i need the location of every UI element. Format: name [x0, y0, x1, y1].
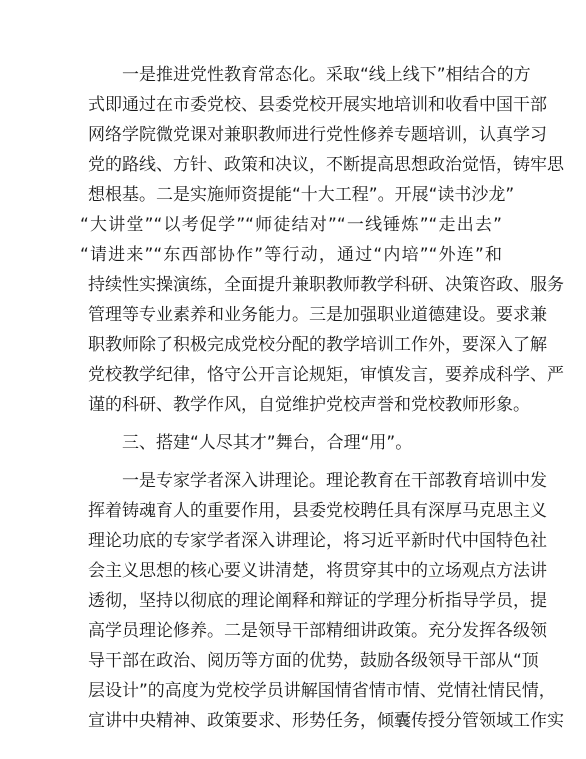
paragraph-1-line-4: 党的路线、方针、政策和决议，不断提高思想政治觉悟，铸牢思: [88, 155, 564, 175]
section-heading: 三、搭建“人尽其才”舞台，合理“用”。: [122, 433, 413, 453]
paragraph-2-line-3: 理论功底的专家学者深入讲理论，将习近平新时代中国特色社: [88, 531, 547, 551]
paragraph-1-line-11: 党校教学纪律，恪守公开言论规矩，审慎发言，要养成科学、严: [88, 365, 564, 385]
paragraph-1-line-2: 式即通过在市委党校、县委党校开展实地培训和收看中国干部: [88, 95, 547, 115]
paragraph-2-line-7: 导干部在政治、阅历等方面的优势，鼓励各级领导干部从“顶: [88, 651, 539, 671]
paragraph-1-line-12: 谨的科研、教学作风，自觉维护党校声誉和党校教师形象。: [88, 395, 530, 415]
paragraph-1-line-6: “大讲堂”“以考促学”“师徒结对”“一线锤炼”“走出去”: [80, 215, 502, 235]
paragraph-1-line-3: 网络学院微党课对兼职教师进行党性修养专题培训，认真学习: [88, 125, 547, 145]
paragraph-2-line-8: 层设计”的高度为党校学员讲解国情省情市情、党情社情民情，: [88, 681, 556, 701]
paragraph-2-line-2: 挥着铸魂育人的重要作用，县委党校聘任具有深厚马克思主义: [88, 501, 547, 521]
paragraph-1-line-10: 职教师除了积极完成党校分配的教学培训工作外，要深入了解: [88, 335, 547, 355]
paragraph-1-line-1: 一是推进党性教育常态化。采取“线上线下”相结合的方: [122, 65, 531, 85]
paragraph-2-line-4: 会主义思想的核心要义讲清楚，将贯穿其中的立场观点方法讲: [88, 561, 547, 581]
paragraph-1-line-9: 管理等专业素养和业务能力。三是加强职业道德建设。要求兼: [88, 305, 547, 325]
paragraph-2-line-9: 宣讲中央精神、政策要求、形势任务，倾囊传授分管领域工作实: [88, 711, 564, 731]
paragraph-2-line-1: 一是专家学者深入讲理论。理论教育在干部教育培训中发: [122, 471, 547, 491]
paragraph-2-line-6: 高学员理论修养。二是领导干部精细讲政策。充分发挥各级领: [88, 621, 547, 641]
paragraph-1-line-5: 想根基。二是实施师资提能“十大工程”。开展“读书沙龙”: [88, 185, 515, 205]
paragraph-2-line-5: 透彻，坚持以彻底的理论阐释和辩证的学理分析指导学员，提: [88, 591, 547, 611]
paragraph-1-line-8: 持续性实操演练，全面提升兼职教师教学科研、决策咨政、服务: [88, 275, 564, 295]
paragraph-1-line-7: “请进来”“东西部协作”等行动，通过“内培”“外连”和: [80, 245, 502, 265]
